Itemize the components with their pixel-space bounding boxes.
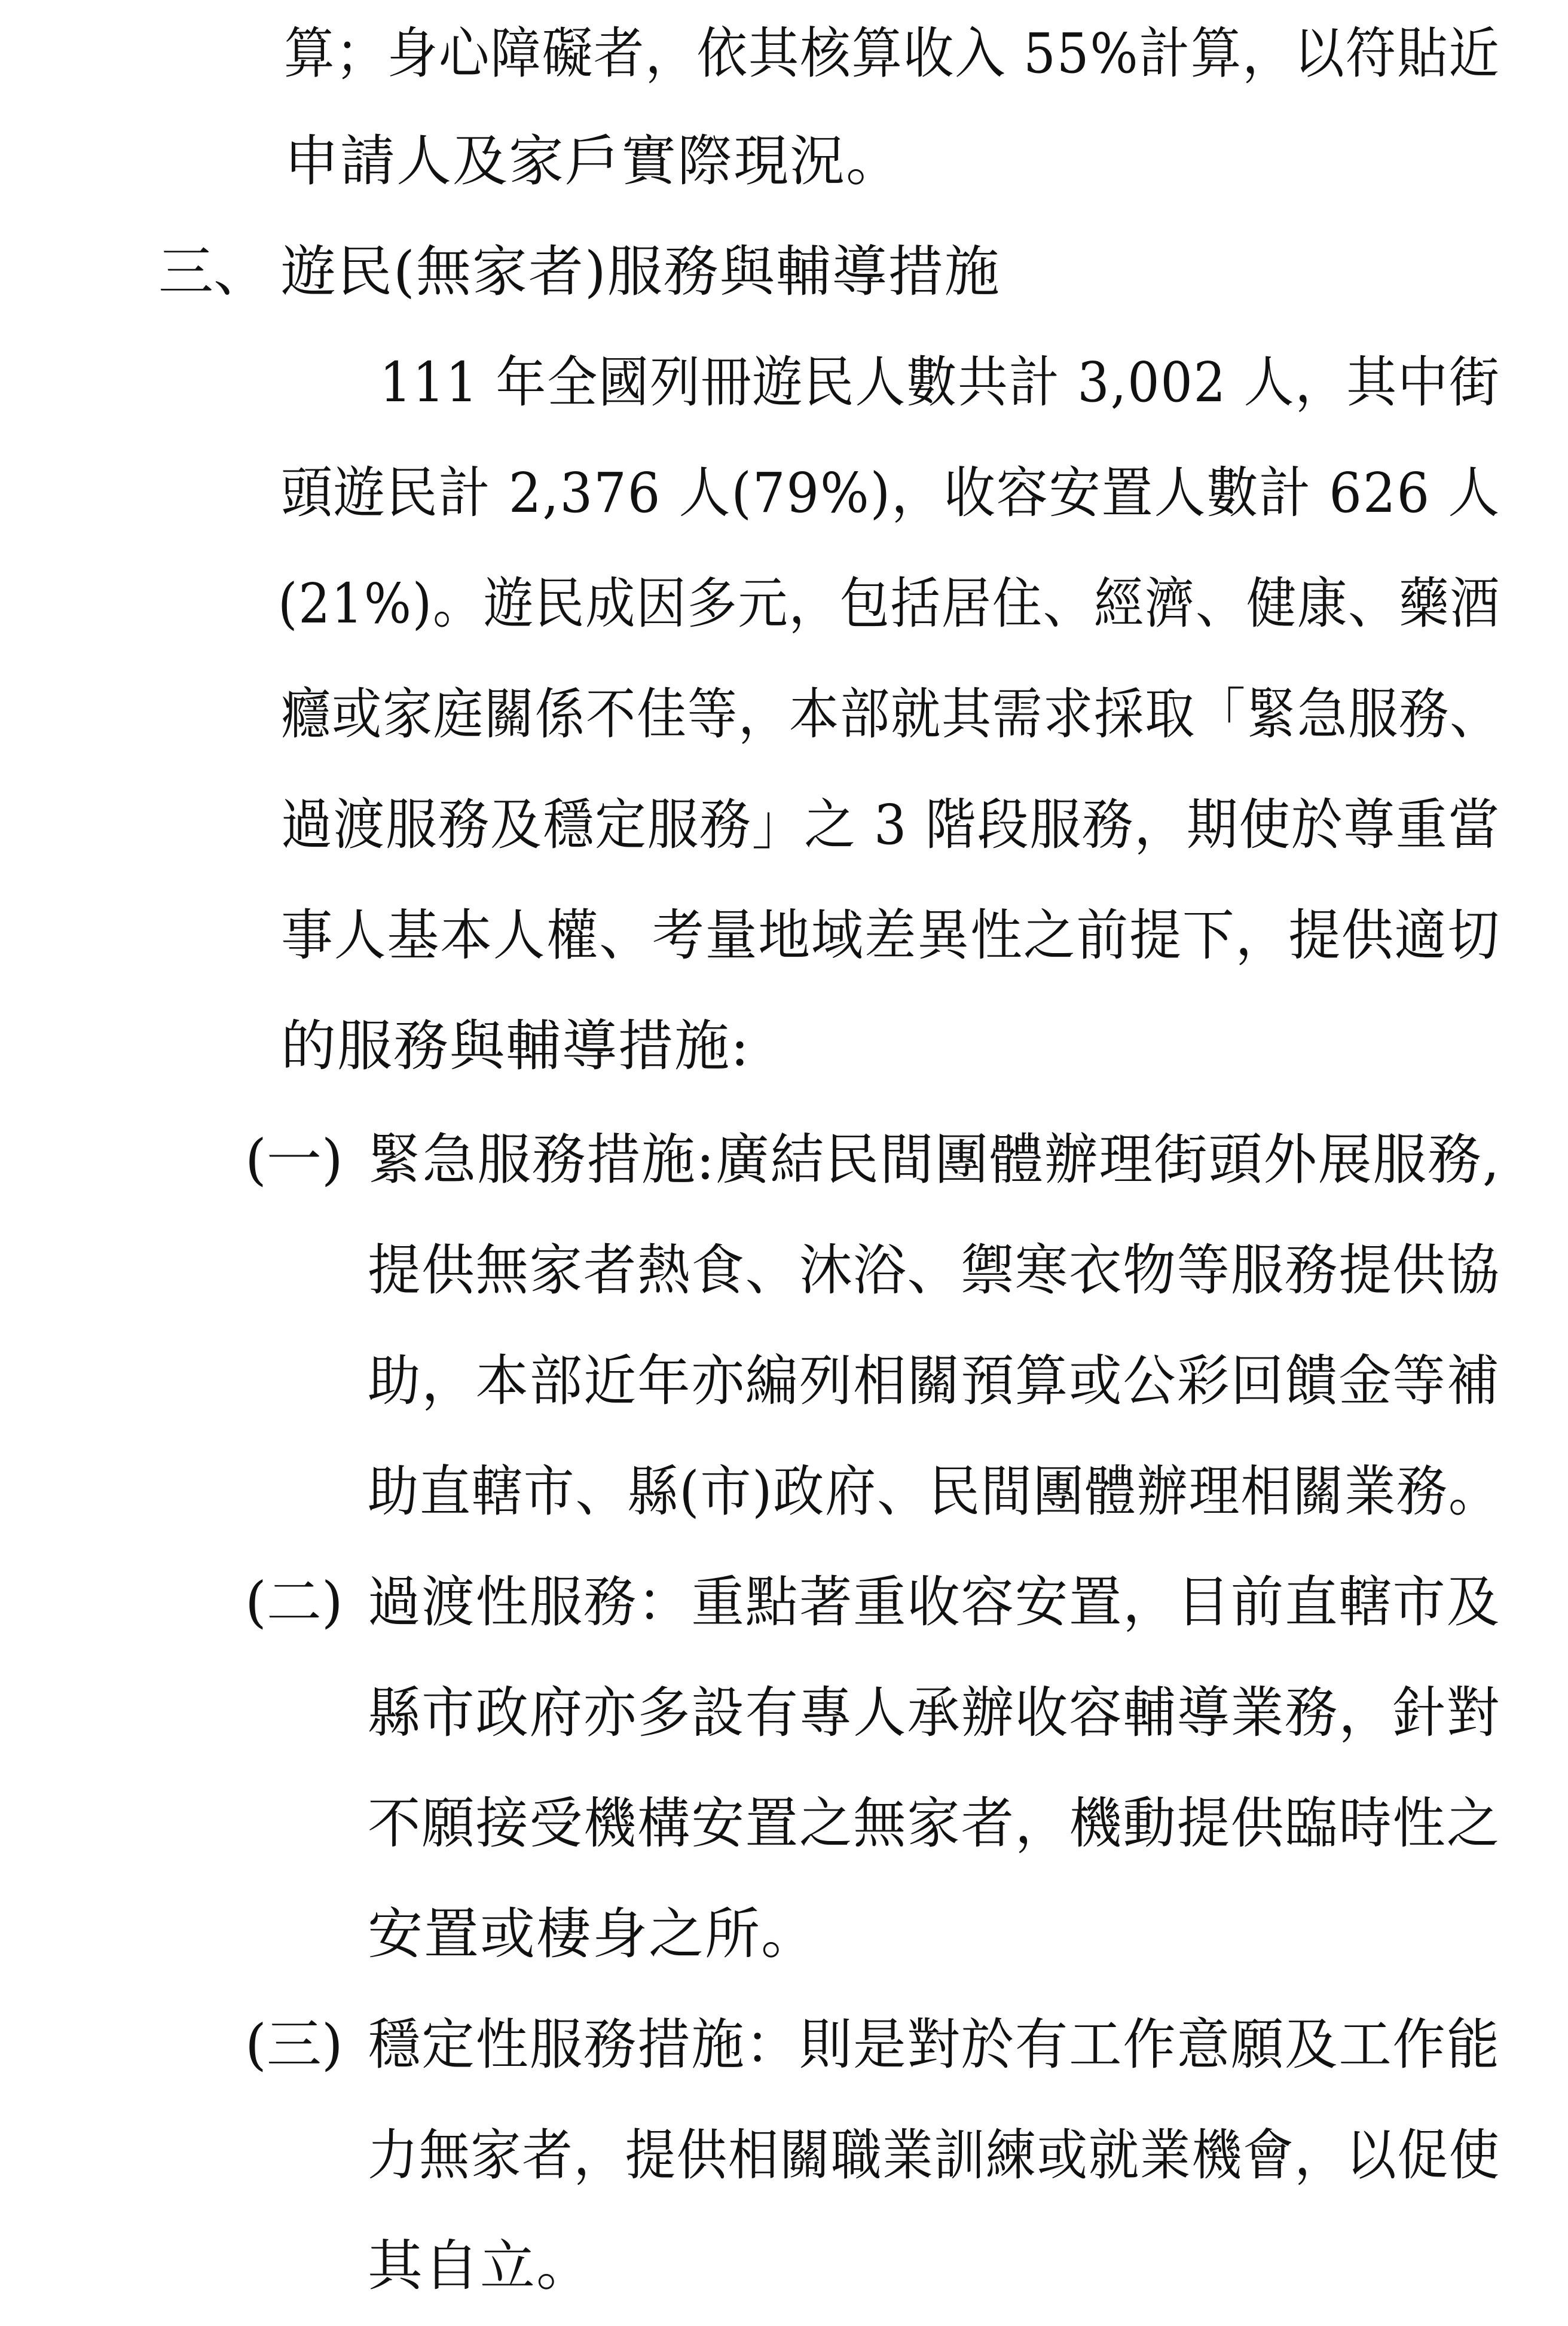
paragraph-line-3: (21%)。遊民成因多元，包括居住、經濟、健康、藥酒 (278, 572, 1501, 636)
section-three-number: 三、 (158, 240, 269, 304)
paragraph-line-7: 的服務與輔導措施: (281, 1014, 750, 1078)
intro-line-1-text: 算；身心障礙者，依其核算收入 55%計算，以符貼近 (284, 22, 1500, 86)
item-1-line-2: 提供無家者熱食、沐浴、禦寒衣物等服務提供協 (368, 1238, 1501, 1302)
item-2-line-3: 不願接受機構安置之無家者，機動提供臨時性之 (368, 1791, 1501, 1855)
item-3-line-1: 穩定性服務措施：則是對於有工作意願及工作能 (368, 2013, 1501, 2077)
paragraph-line-6: 事人基本人權、考量地域差異性之前提下，提供適切 (281, 903, 1501, 967)
intro-line-1 (284, 18, 1500, 90)
intro-line-2 (284, 126, 902, 197)
item-2-line-2: 縣市政府亦多設有專人承辦收容輔導業務，針對 (368, 1681, 1501, 1745)
item-2-line-1: 過渡性服務：重點著重收容安置，目前直轄市及 (368, 1570, 1501, 1634)
item-1-line-3: 助，本部近年亦編列相關預算或公彩回饋金等補 (368, 1349, 1501, 1413)
paragraph-line-5: 過渡服務及穩定服務」之 3 階段服務，期使於尊重當 (281, 793, 1501, 857)
item-1-line-4: 助直轄市、縣(市)政府、民間團體辦理相關業務。 (368, 1460, 1500, 1524)
item-2-line-4: 安置或棲身之所。 (368, 1902, 818, 1966)
paragraph-line-1: 111 年全國列冊遊民人數共計 3,002 人，其中街 (380, 350, 1500, 414)
paragraph-line-2: 頭遊民計 2,376 人(79%)，收容安置人數計 626 人 (281, 461, 1501, 525)
intro-line-2-text: 申請人及家戶實際現況。 (284, 129, 903, 193)
item-3-line-2: 力無家者，提供相關職業訓練或就業機會，以促使 (368, 2123, 1500, 2187)
section-three-heading: 遊民(無家者)服務與輔導措施 (281, 240, 1001, 304)
item-1-marker: (一) (245, 1128, 343, 1192)
item-3-marker: (三) (245, 2013, 343, 2077)
item-3-line-3: 其自立。 (368, 2234, 593, 2298)
paragraph-line-4: 癮或家庭關係不佳等，本部就其需求採取「緊急服務、 (281, 682, 1501, 746)
item-2-marker: (二) (245, 1570, 343, 1634)
item-1-line-1: 緊急服務措施:廣結民間團體辦理街頭外展服務, (368, 1128, 1501, 1192)
